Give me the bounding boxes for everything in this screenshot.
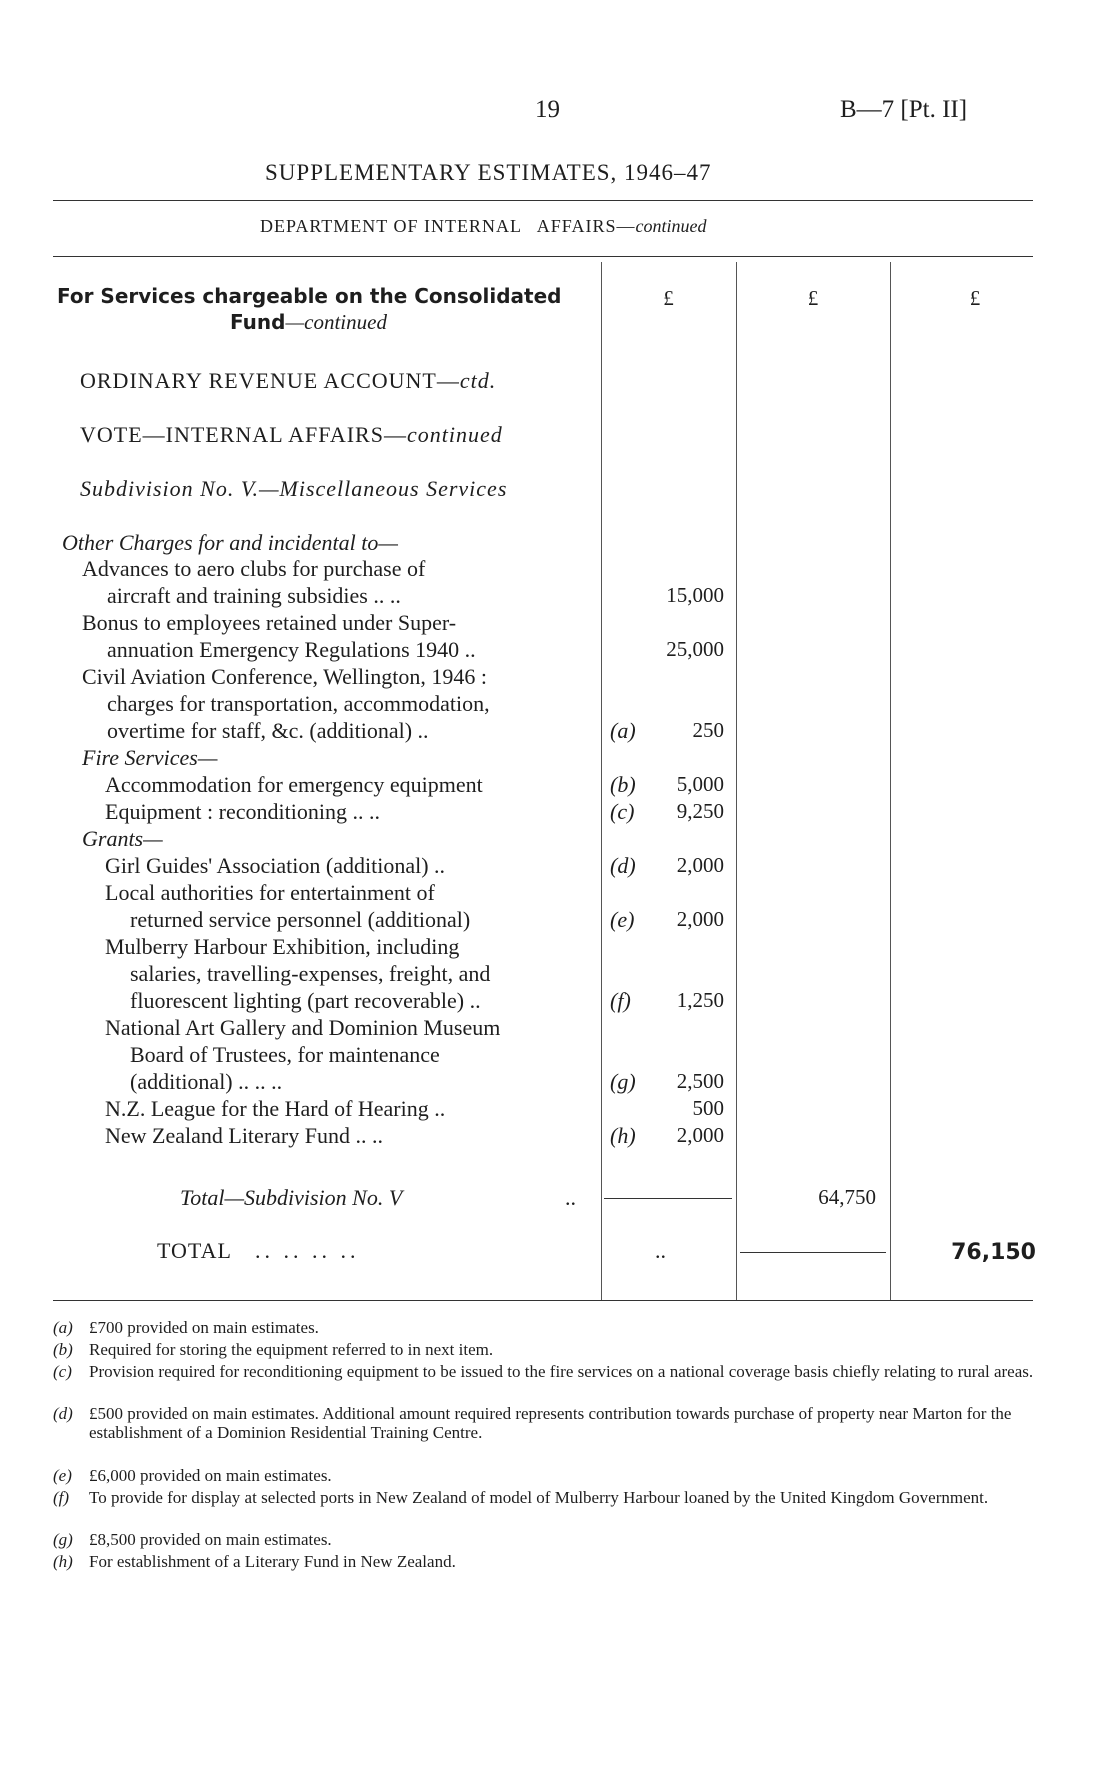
item-footnote-mark: (e) xyxy=(610,907,635,932)
footnote-label: (b) xyxy=(53,1340,73,1359)
currency-header-1: £ xyxy=(663,286,674,310)
footnote-label: (d) xyxy=(53,1404,73,1423)
column-heading-line1: For Services chargeable on the Consolidated xyxy=(57,284,562,308)
total-label: TOTAL xyxy=(157,1238,232,1263)
footnote-label: (h) xyxy=(53,1552,73,1571)
subdivision-sum-rule xyxy=(604,1198,732,1199)
item-description-line: fluorescent lighting (part recoverable) .. xyxy=(130,988,481,1013)
subdivision-total-label: Total—Subdivision No. V xyxy=(180,1185,403,1210)
total-dots: .. .. .. .. xyxy=(255,1238,360,1263)
item-description-line: New Zealand Literary Fund .. .. xyxy=(105,1123,383,1148)
item-footnote-mark: (a) xyxy=(610,718,636,743)
page-number: 19 xyxy=(535,96,560,123)
item-description-line: annuation Emergency Regulations 1940 .. xyxy=(107,637,476,662)
item-description-line: Advances to aero clubs for purchase of xyxy=(82,556,426,581)
item-footnote-mark: (g) xyxy=(610,1069,636,1094)
item-description-line: Accommodation for emergency equipment xyxy=(105,772,483,797)
account-heading xyxy=(80,368,496,394)
footnote-label: (g) xyxy=(53,1530,73,1549)
page-title: SUPPLEMENTARY ESTIMATES, 1946–47 xyxy=(265,160,712,185)
document-reference: B—7 [Pt. II] xyxy=(840,96,968,123)
column-rule-2 xyxy=(736,262,737,1300)
department-continued: continued xyxy=(635,216,707,236)
footnote-text: £6,000 provided on main estimates. xyxy=(89,1466,332,1485)
item-footnote-mark: (f) xyxy=(610,988,631,1013)
item-description-line: Mulberry Harbour Exhibition, including xyxy=(105,934,460,959)
item-amount: 2,000 xyxy=(676,853,724,877)
footnote-text: To provide for display at selected ports in New Zealand of model of Mulberry Harbour loaned by the United Kingdom Government. xyxy=(89,1488,989,1507)
heading-continued: —continued xyxy=(285,310,387,334)
department-affairs: AFFAIRS— xyxy=(536,216,636,236)
item-amount: 25,000 xyxy=(666,637,724,661)
item-description-line: Girl Guides' Association (additional) .. xyxy=(105,853,446,878)
department-heading xyxy=(260,216,706,237)
title-rule xyxy=(53,200,1033,201)
item-group-heading: Grants— xyxy=(82,826,163,851)
footnote-text: £500 provided on main estimates. Additional amount required represents contribution towards purchase of property near Marton for the establishment of a Dominion Residential Training Centre. xyxy=(89,1404,1012,1442)
footnote-label: (f) xyxy=(53,1488,70,1507)
subdivision-total-amount: 64,750 xyxy=(818,1185,876,1209)
item-footnote-mark: (c) xyxy=(610,799,635,824)
currency-header-3: £ xyxy=(969,286,981,310)
item-footnote-mark: (b) xyxy=(610,772,636,797)
item-description-line: Local authorities for entertainment of xyxy=(105,880,435,905)
item-amount: 2,000 xyxy=(676,1123,724,1147)
item-description-line: Bonus to employees retained under Super- xyxy=(82,610,457,635)
grand-total-amount: 76,150 xyxy=(951,1240,1036,1265)
footnote-text: £8,500 provided on main estimates. xyxy=(89,1530,332,1549)
vote-name: VOTE—INTERNAL AFFAIRS— xyxy=(80,422,407,447)
item-description-line: aircraft and training subsidies .. .. xyxy=(107,583,401,608)
item-amount: 9,250 xyxy=(676,799,724,823)
item-amount: 5,000 xyxy=(676,772,724,796)
department-name: DEPARTMENT OF INTERNAL xyxy=(260,216,522,236)
item-description-line: returned service personnel (additional) xyxy=(130,907,471,932)
vote-continued: continued xyxy=(406,422,503,447)
footnote-text: £700 provided on main estimates. xyxy=(89,1318,319,1337)
item-description-line: Civil Aviation Conference, Wellington, 1946 : xyxy=(82,664,487,689)
account-name: ORDINARY REVENUE ACCOUNT— xyxy=(80,368,460,393)
total-sum-rule xyxy=(740,1252,886,1253)
item-amount: 1,250 xyxy=(676,988,724,1012)
total-col1-dots: .. xyxy=(655,1238,666,1263)
item-amount: 250 xyxy=(692,718,724,742)
column-rule-3 xyxy=(890,262,891,1300)
currency-header-2: £ xyxy=(807,286,819,310)
item-description-line: National Art Gallery and Dominion Museum xyxy=(105,1015,501,1040)
footnote-label: (c) xyxy=(53,1362,72,1381)
other-charges-heading: Other Charges for and incidental to— xyxy=(62,530,398,555)
item-description-line: Board of Trustees, for maintenance xyxy=(130,1042,440,1067)
table-bottom-rule xyxy=(53,1300,1033,1301)
item-group-heading: Fire Services— xyxy=(82,745,218,770)
table-top-rule xyxy=(53,256,1033,257)
footnote-text: Required for storing the equipment referred to in next item. xyxy=(89,1340,494,1359)
item-description-line: overtime for staff, &c. (additional) .. xyxy=(107,718,429,743)
subdivision-total-dots: .. xyxy=(565,1185,576,1210)
item-footnote-mark: (d) xyxy=(610,853,636,878)
footnote-label: (e) xyxy=(53,1466,72,1485)
item-description-line: N.Z. League for the Hard of Hearing .. xyxy=(105,1096,446,1121)
vote-heading xyxy=(80,422,503,448)
subdivision-heading: Subdivision No. V.—Miscellaneous Services xyxy=(80,476,508,501)
item-description-line: Equipment : reconditioning .. .. xyxy=(105,799,380,824)
account-ctd: ctd. xyxy=(459,368,497,393)
item-description-line: salaries, travelling-expenses, freight, and xyxy=(130,961,491,986)
item-amount: 500 xyxy=(692,1096,724,1120)
item-footnote-mark: (h) xyxy=(610,1123,636,1148)
item-amount: 2,000 xyxy=(676,907,724,931)
heading-fund: Fund xyxy=(230,310,286,334)
footnote-text: Provision required for reconditioning equipment to be issued to the fire services on a national coverage basis chiefly relating to rural areas. xyxy=(89,1362,1034,1381)
item-description-line: (additional) .. .. .. xyxy=(130,1069,283,1094)
column-heading-line2 xyxy=(230,310,387,335)
item-description-line: charges for transportation, accommodation, xyxy=(107,691,490,716)
item-amount: 15,000 xyxy=(666,583,724,607)
footnote-label: (a) xyxy=(53,1318,73,1337)
item-amount: 2,500 xyxy=(676,1069,724,1093)
footnote-text: For establishment of a Literary Fund in New Zealand. xyxy=(89,1552,456,1571)
